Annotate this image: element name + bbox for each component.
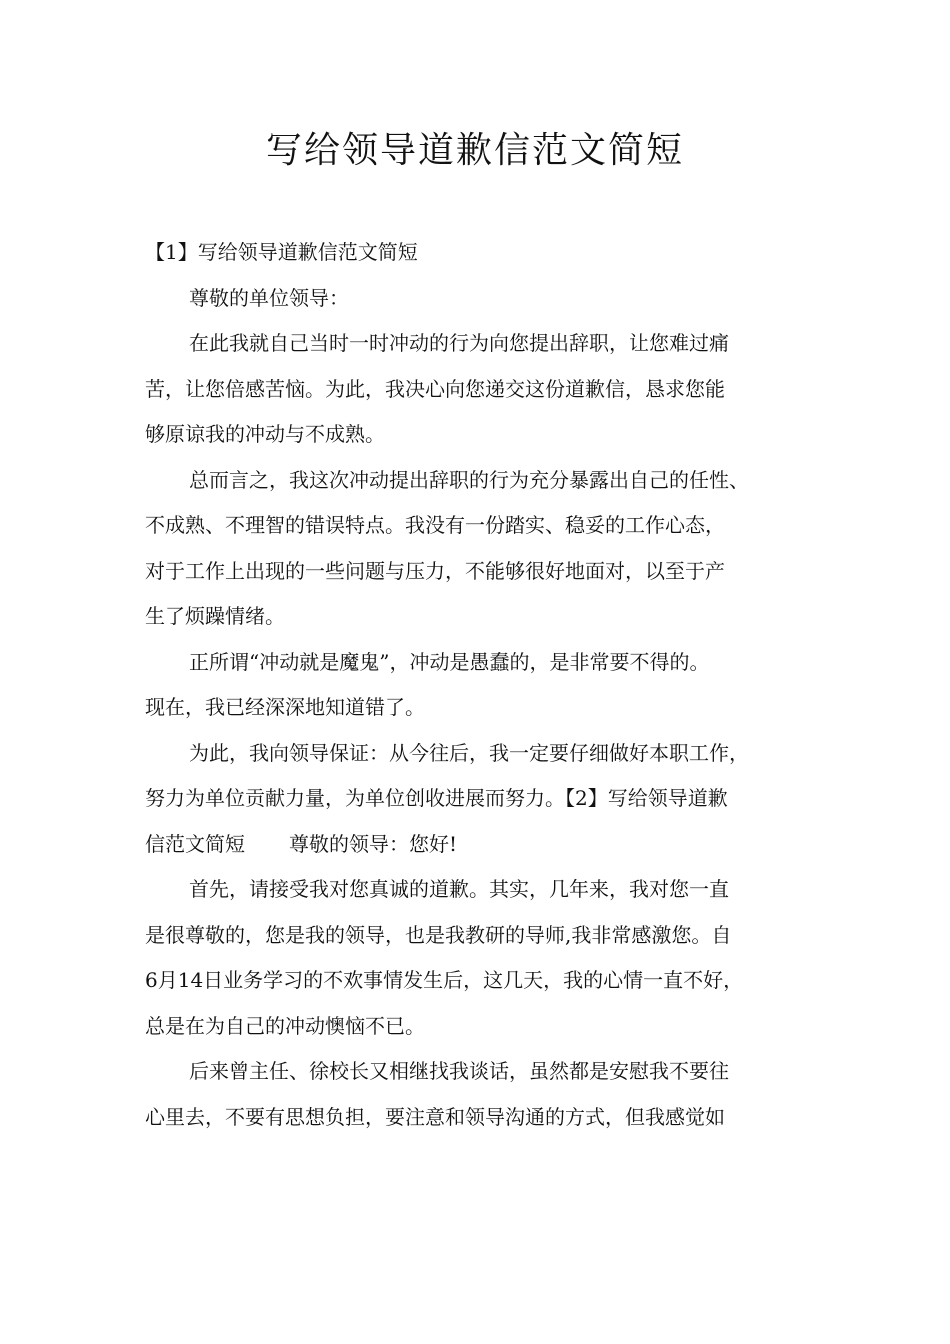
body-line: 后来曾主任、徐校长又相继找我谈话，虽然都是安慰我不要往	[189, 1059, 729, 1083]
salutation-2: 尊敬的领导：您好!	[289, 831, 458, 856]
body-line: 正所谓“冲动就是魔鬼”，冲动是愚蠢的，是非常要不得的。	[189, 649, 710, 674]
body-line: 努力为单位贡献力量，为单位创收进展而努力。【2】写给领导道歉	[145, 786, 728, 810]
body-line: 总而言之，我这次冲动提出辞职的行为充分暴露出自己的任性、	[189, 467, 749, 492]
body-line: 在此我就自己当时一时冲动的行为向您提出辞职，让您难过痛	[189, 331, 729, 355]
section-heading-2-end: 信范文简短	[145, 831, 245, 856]
body-line: 不成熟、不理智的错误特点。我没有一份踏实、稳妥的工作心态，	[145, 513, 725, 537]
body-line: 心里去，不要有思想负担，要注意和领导沟通的方式，但我感觉如	[145, 1104, 725, 1129]
body-line-with-salutation	[145, 822, 835, 868]
body-line: 苦，让您倍感苦恼。为此，我决心向您递交这份道歉信，恳求您能	[145, 376, 725, 401]
document-body	[145, 230, 835, 1140]
body-line: 对于工作上出现的一些问题与压力，不能够很好地面对，以至于产	[145, 558, 725, 583]
body-line: 是很尊敬的，您是我的领导，也是我教研的导师,我非常感激您。自	[145, 922, 732, 947]
body-line: 6月14日业务学习的不欢事情发生后，这几天，我的心情一直不好，	[145, 968, 744, 992]
body-line: 够原谅我的冲动与不成熟。	[145, 422, 385, 446]
body-line: 现在，我已经深深地知道错了。	[145, 695, 425, 719]
section-heading-1: 【1】写给领导道歉信范文简短	[145, 240, 418, 264]
document-title: 写给领导道歉信范文简短	[265, 130, 684, 171]
body-line: 为此，我向领导保证：从今往后，我一定要仔细做好本职工作，	[189, 740, 749, 765]
body-line: 生了烦躁情绪。	[145, 604, 285, 628]
salutation-1: 尊敬的单位领导：	[189, 285, 349, 310]
body-line: 首先，请接受我对您真诚的道歉。其实，几年来，我对您一直	[189, 877, 729, 901]
body-line: 总是在为自己的冲动懊恼不已。	[145, 1013, 425, 1038]
